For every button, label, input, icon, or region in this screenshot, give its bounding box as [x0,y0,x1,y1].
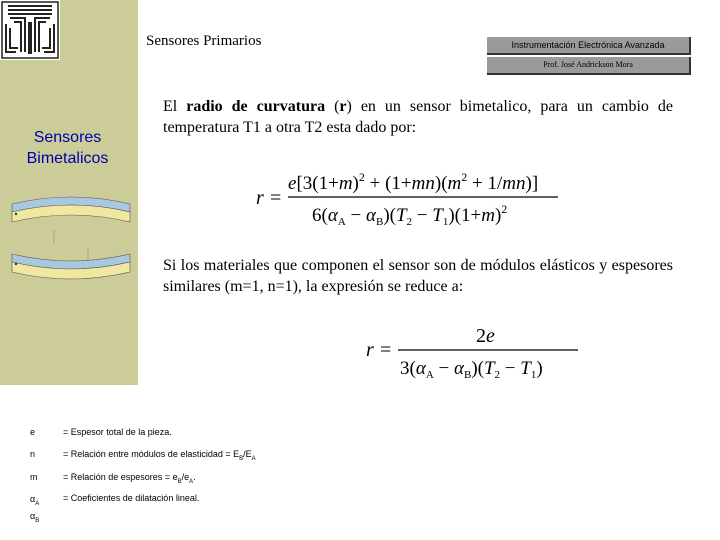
legend-alpha-b: α [30,510,36,521]
legend-symbol-e: e [30,427,36,437]
legend-m-tail: . [193,472,196,482]
p1-post: ) en un sensor bimetalico, para un cambio de temperatura T1 a otra T2 esta dado por: [163,98,674,136]
legend-symbol-n: n [30,449,36,459]
legend-m-sub2: A [189,478,194,485]
formula-reduced-graphic [364,320,584,382]
paragraph-intro [163,96,673,138]
institution-logo-icon [0,0,60,60]
course-name-box: Instrumentación Electrónica Avanzada [487,37,691,55]
p1-pre: El [163,98,187,115]
legend-n-text: = Relación entre módulos de elasticidad = E [63,449,240,459]
formula-general [254,163,564,234]
p1-r: r [339,98,347,115]
legend-n-sub2: A [251,455,256,462]
formula-reduced [364,320,584,387]
formula-general-graphic [254,163,564,229]
legend-symbol-m: m [30,472,38,482]
svg-text:e[3(1+m)2 + (1+mn)(m2 + 1/mn)]: $e[3(1+m)^2 + (1+mn)(m^2 + 1/mn)]$ [288,170,539,194]
svg-text:2e: 2e [476,325,495,347]
p1-bold: radio de curvatura [186,98,326,115]
svg-text:=: = [270,187,282,209]
legend-alpha-a-sub: A [35,500,40,507]
strip-upper [12,197,130,222]
svg-text:=: = [380,339,392,361]
legend-alpha-a: α [30,494,36,504]
section-heading-line2: Bimetalicos [26,150,109,167]
p1-mid: ( [325,98,340,115]
legend-n-sub1: B [239,455,244,462]
legend-desc-m [63,472,196,485]
section-heading [10,127,125,169]
bimetallic-strip-diagram [8,196,134,292]
legend-desc-n [63,449,256,462]
paragraph-simplification: Si los materiales que componen el sensor son de módulos elásticos y espesores similares (m=1, n=1), la expresión se reduce a: [163,257,673,295]
strip-lower [12,254,130,279]
legend-m-sub1: B [177,478,182,485]
professor-name-box: Prof. José Andrickson Mora [487,57,691,75]
legend-desc-alpha: = Coeficientes de dilatación lineal. [63,493,200,503]
section-heading-line1: Sensores [33,129,102,146]
legend-m-text: = Relación de espesores = e [63,472,178,482]
legend-alpha-b-sub: B [35,517,40,524]
svg-text:r: r [366,339,374,361]
legend-symbol-alpha [30,493,39,527]
legend-m-mid: /e [181,472,190,482]
svg-text:6(αA − αB)(T2 − T1)(1+m)2: $6(\alpha_A - \alpha_B)(T_2 - T_1)(1+m)^2$ [312,202,508,228]
svg-text:r: r [256,187,264,209]
svg-text:3(αA − αB)(T2 − T1): $3(\alpha_A - \alpha_B)(T_2 - T_1)$ [400,358,543,381]
legend-desc-e: = Espesor total de la pieza. [63,427,172,437]
logo [0,0,60,60]
slide-title: Sensores Primarios [146,33,262,49]
legend-n-mid: /E [243,449,252,459]
